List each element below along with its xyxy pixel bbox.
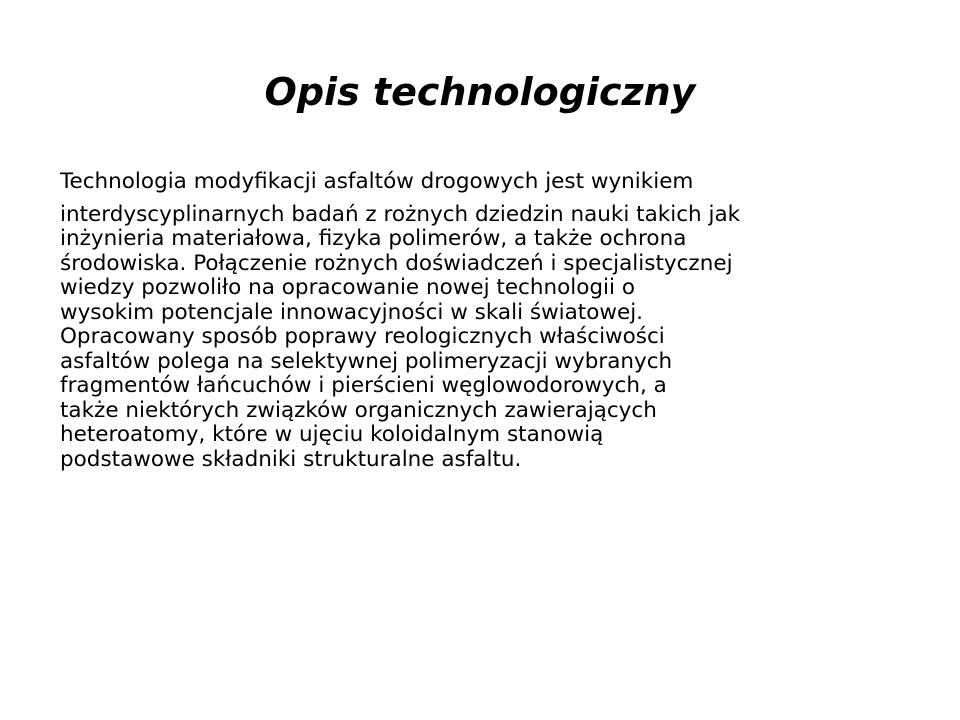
body-line: wiedzy pozwoliło na opracowanie nowej technologii o xyxy=(60,275,635,300)
body-line: także niektórych związków organicznych zawierających xyxy=(60,397,657,423)
body-line: fragmentów łańcuchów i pierścieni węglowodorowych, a xyxy=(60,373,667,398)
body-line: Opracowany sposób poprawy reologicznych właściwości xyxy=(60,324,665,349)
body-line: asfaltów polega na selektywnej polimeryzacji wybranych xyxy=(60,348,673,374)
body-line: Technologia modyfikacji asfaltów drogowych jest wynikiem xyxy=(60,169,694,194)
body-line: heteroatomy, które w ujęciu koloidalnym stanowią xyxy=(60,422,604,447)
body-line: inżynieria materiałowa, fizyka polimerów, a także ochrona xyxy=(60,226,687,251)
body-line: interdyscyplinarnych badań z rożnych dziedzin nauki takich jak xyxy=(60,201,741,227)
body-line: podstawowe składniki strukturalne asfaltu. xyxy=(60,446,522,472)
slide-body-text xyxy=(60,170,912,472)
body-line: wysokim potencjale innowacyjności w skali światowej. xyxy=(60,299,644,325)
slide-title: Opis technologiczny xyxy=(264,70,696,114)
body-line: środowiska. Połączenie rożnych doświadczeń i specjalistycznej xyxy=(60,250,733,276)
